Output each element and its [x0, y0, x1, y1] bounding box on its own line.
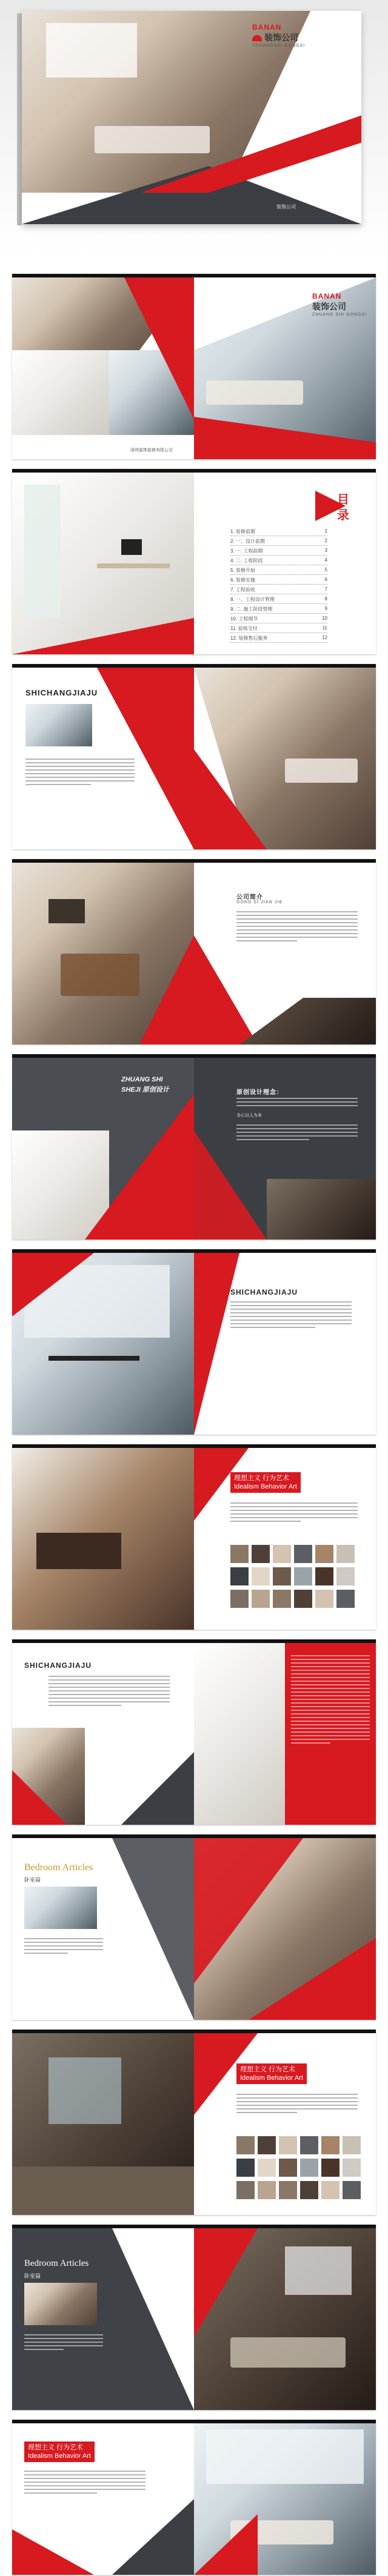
- thumb-tile: [236, 2136, 255, 2154]
- toc-item: [230, 616, 327, 623]
- spread-9-title-cn: 卧室篇: [24, 1877, 41, 1883]
- toc-item-page: 8: [324, 596, 327, 602]
- spread-5-heading: 原创设计理念：: [236, 1089, 283, 1096]
- spread-9: [12, 1834, 376, 2020]
- thumb-tile: [294, 1567, 312, 1585]
- spread-1-right: [194, 277, 376, 459]
- spread-5-sub: 全心以人为本: [236, 1114, 262, 1118]
- spread-3-heading: SHICHANGJIAJU: [25, 688, 98, 697]
- toc-item-label: 4. 二. 工程阶段: [230, 558, 263, 563]
- cover-brand: [252, 23, 305, 48]
- spread-12-box-en: Idealism Behavior Art: [28, 2452, 91, 2460]
- spread-12: [12, 2420, 376, 2575]
- spread-11: [12, 2225, 376, 2410]
- spread-7-photo: [12, 1448, 194, 1630]
- spread-6-left: [12, 1253, 194, 1435]
- spread-5-big-cn: 原创设计: [142, 1086, 169, 1094]
- toc-item-label: 7. 工程验收: [230, 587, 255, 593]
- spread-1-brand: [312, 292, 367, 317]
- spread-8-heading: SHICHANGJIAJU: [24, 1661, 92, 1670]
- thumb-tile: [321, 2136, 340, 2154]
- book-spine: [17, 13, 22, 225]
- thumb-tile: [343, 2136, 361, 2154]
- thumb-tile: [336, 1567, 355, 1585]
- spread-7-right: [194, 1448, 376, 1630]
- thumb-tile: [236, 2159, 255, 2177]
- toc-item-page: 10: [322, 616, 327, 621]
- spread-6-right: [194, 1253, 376, 1435]
- spread-10-left: [12, 2033, 194, 2215]
- thumb-tile: [230, 1567, 249, 1585]
- toc-item-page: 4: [324, 557, 327, 563]
- thumb-tile: [258, 2181, 276, 2199]
- toc-item: [230, 557, 327, 565]
- spread-11-title-en: Bedroom Articles: [24, 2259, 89, 2268]
- spread-4-heading-en: GONG SI JIAN JIE: [236, 900, 283, 905]
- toc-item-label: 10. 工程细节: [230, 616, 258, 622]
- toc-item-label: 9. 二. 施工阶段管理: [230, 606, 273, 612]
- thumb-tile: [343, 2181, 361, 2199]
- cover-small-brand-text: 装饰公司: [276, 204, 296, 210]
- spread-6-heading: SHICHANGJIAJU: [230, 1288, 298, 1296]
- cover-page: [22, 11, 361, 224]
- thumb-tile: [273, 1590, 291, 1608]
- thumb-tile: [279, 2181, 297, 2199]
- thumb-tile: [315, 1545, 333, 1563]
- thumb-tile: [300, 2159, 318, 2177]
- spread-9-right: [194, 1838, 376, 2020]
- toc-item-label: 8. 一、工程设计管理: [230, 597, 275, 602]
- spread-2-right: [194, 473, 376, 654]
- toc-title-2: 录: [337, 509, 349, 522]
- spread-8-panel-text: [291, 1655, 370, 1746]
- spread-4-right: [194, 863, 376, 1044]
- spread-1: [12, 274, 376, 459]
- spread-7-thumb-grid: [230, 1545, 358, 1612]
- spread-8-left: [12, 1643, 194, 1825]
- thumb-tile: [230, 1545, 249, 1563]
- spread-9-text-block: [24, 1938, 103, 1956]
- cover-brand-cn-text: 装饰公司: [264, 33, 298, 42]
- thumb-tile: [321, 2181, 340, 2199]
- toc-item-page: 7: [324, 586, 327, 592]
- spread-1-photo-b: [12, 350, 109, 435]
- spread-5-text-a: [236, 1098, 358, 1109]
- toc-item-page: 5: [324, 567, 327, 573]
- spread-7-box-en: Idealism Behavior Art: [234, 1483, 297, 1490]
- toc-item: [230, 635, 327, 643]
- spread-12-text-block: [24, 2471, 146, 2496]
- toc-item-label: 11. 验收交付: [230, 626, 258, 631]
- spread-3-photo-small: [25, 704, 92, 746]
- toc-item: [230, 625, 327, 633]
- toc-item: [230, 596, 327, 604]
- thumb-tile: [236, 2181, 255, 2199]
- thumb-tile: [273, 1545, 291, 1563]
- spread-10: [12, 2030, 376, 2215]
- spread-10-box-cn: 理想主义 行为艺术: [240, 2066, 296, 2073]
- toc-item-label: 12. 装修售后服务: [230, 636, 268, 641]
- spread-3-text-block: [25, 759, 135, 788]
- thumb-tile: [230, 1590, 249, 1608]
- toc-item-page: 6: [324, 577, 327, 582]
- spread-10-photo: [12, 2033, 194, 2215]
- spread-10-title-box: [236, 2063, 307, 2084]
- spread-11-right: [194, 2228, 376, 2410]
- toc-item: [230, 528, 327, 536]
- toc-item-page: 11: [322, 625, 327, 631]
- spread-5-big-title: [121, 1084, 169, 1094]
- spread-5-big-en-2: SHEJI: [121, 1086, 141, 1094]
- toc-item-label: 6. 装修实施: [230, 577, 255, 583]
- spread-7-box-cn: 理想主义 行为艺术: [234, 1475, 290, 1482]
- spread-4-heading-cn: 公司简介: [236, 894, 263, 901]
- thumb-tile: [300, 2136, 318, 2154]
- spread-8-photo-b: [194, 1643, 285, 1825]
- toc-item-label: 2. 一、设计前期: [230, 539, 265, 544]
- spread-7-text-block: [230, 1502, 358, 1524]
- spread-2-left: [12, 473, 194, 654]
- toc-title-1: 目: [337, 493, 349, 506]
- spread-7: [12, 1444, 376, 1630]
- spread-5: [12, 1054, 376, 1240]
- spread-5-photo-b: [267, 1179, 376, 1240]
- spread-12-left: [12, 2423, 194, 2575]
- cover-brand-sub: ZHUANGSHI GONGSI: [252, 44, 306, 48]
- spread-8-text-block: [48, 1676, 170, 1708]
- cover-brand-cn: [252, 32, 305, 44]
- thumb-tile: [336, 1545, 355, 1563]
- thumb-tile: [294, 1590, 312, 1608]
- spread-9-left: [12, 1838, 194, 2020]
- toc-item-label: 5. 装修开始: [230, 568, 255, 573]
- spread-11-title-cn: 卧室篇: [24, 2273, 41, 2279]
- toc-item-page: 2: [324, 538, 327, 543]
- spread-5-right: [194, 1058, 376, 1240]
- spread-5-big-en-1: ZHUANG SHI: [121, 1076, 163, 1083]
- spread-1-left: [12, 277, 194, 459]
- spread-1-brand-en: BANAN: [312, 292, 342, 300]
- spread-1-footer: 深圳装饰装修有限公司: [130, 448, 173, 453]
- thumb-tile: [279, 2136, 297, 2154]
- thumb-tile: [321, 2159, 340, 2177]
- spread-11-text-block: [24, 2334, 103, 2352]
- spread-10-thumb-grid: [236, 2136, 364, 2203]
- toc-item-label: 1. 装修前期: [230, 529, 255, 534]
- thumb-tile: [294, 1545, 312, 1563]
- thumb-tile: [252, 1590, 270, 1608]
- thumb-tile: [279, 2159, 297, 2177]
- logo-icon: [252, 35, 262, 41]
- spread-10-text-block: [236, 2094, 358, 2116]
- cover-mockup: [0, 0, 388, 254]
- spread-1-brand-sub: ZHUANG SHI GONGSI: [312, 313, 367, 317]
- toc-item: [230, 586, 327, 594]
- thumb-tile: [315, 1567, 333, 1585]
- spread-6: [12, 1249, 376, 1435]
- spread-3: [12, 664, 376, 849]
- spread-9-photo-a: [24, 1887, 97, 1929]
- spread-4: [12, 859, 376, 1044]
- spread-2-toc: [12, 469, 376, 654]
- spread-8: [12, 1639, 376, 1825]
- cover-photo: [22, 11, 361, 193]
- toc-item-page: 9: [324, 606, 327, 611]
- thumb-tile: [336, 1590, 355, 1608]
- toc-item: [230, 538, 327, 546]
- thumb-tile: [273, 1567, 291, 1585]
- toc-item: [230, 577, 327, 585]
- thumb-tile: [258, 2136, 276, 2154]
- toc-item-page: 12: [322, 635, 327, 640]
- thumb-tile: [258, 2159, 276, 2177]
- spread-6-red-strip: [194, 1253, 376, 1435]
- spread-1-brand-cn: 装饰公司: [312, 302, 346, 311]
- spread-11-left: [12, 2228, 194, 2410]
- toc-item-page: 1: [324, 528, 327, 534]
- spread-4-text-block: [236, 911, 358, 944]
- thumb-tile: [343, 2159, 361, 2177]
- toc-item: [230, 606, 327, 614]
- spread-12-title-box: [24, 2442, 95, 2462]
- toc-item: [230, 567, 327, 575]
- thumb-tile: [252, 1545, 270, 1563]
- spread-12-right: [194, 2423, 376, 2575]
- cover-brand-en: BANAN: [252, 23, 282, 32]
- spread-3-right: [194, 668, 376, 849]
- spread-7-title-box: [230, 1472, 301, 1493]
- toc-item: [230, 548, 327, 556]
- cover-small-brand: [276, 204, 296, 210]
- spread-3-left: [12, 668, 194, 849]
- thumb-tile: [315, 1590, 333, 1608]
- spread-10-box-en: Idealism Behavior Art: [240, 2074, 303, 2082]
- toc-item-page: 3: [324, 548, 327, 553]
- thumb-tile: [252, 1567, 270, 1585]
- spread-8-right: [194, 1643, 376, 1825]
- spread-9-title-en: Bedroom Articles: [24, 1862, 93, 1873]
- spread-7-left: [12, 1448, 194, 1630]
- spread-5-text-b: [236, 1124, 358, 1143]
- thumb-tile: [300, 2181, 318, 2199]
- spread-10-right: [194, 2033, 376, 2215]
- spread-12-box-cn: 理想主义 行为艺术: [28, 2444, 84, 2451]
- spread-11-photo-a: [24, 2283, 97, 2325]
- toc-item-label: 3. 一. 工程前期: [230, 548, 263, 554]
- spread-5-photo-a: [12, 1130, 109, 1240]
- spread-5-left: [12, 1058, 194, 1240]
- spread-4-left: [12, 863, 194, 1044]
- spread-6-text-block: [230, 1301, 352, 1330]
